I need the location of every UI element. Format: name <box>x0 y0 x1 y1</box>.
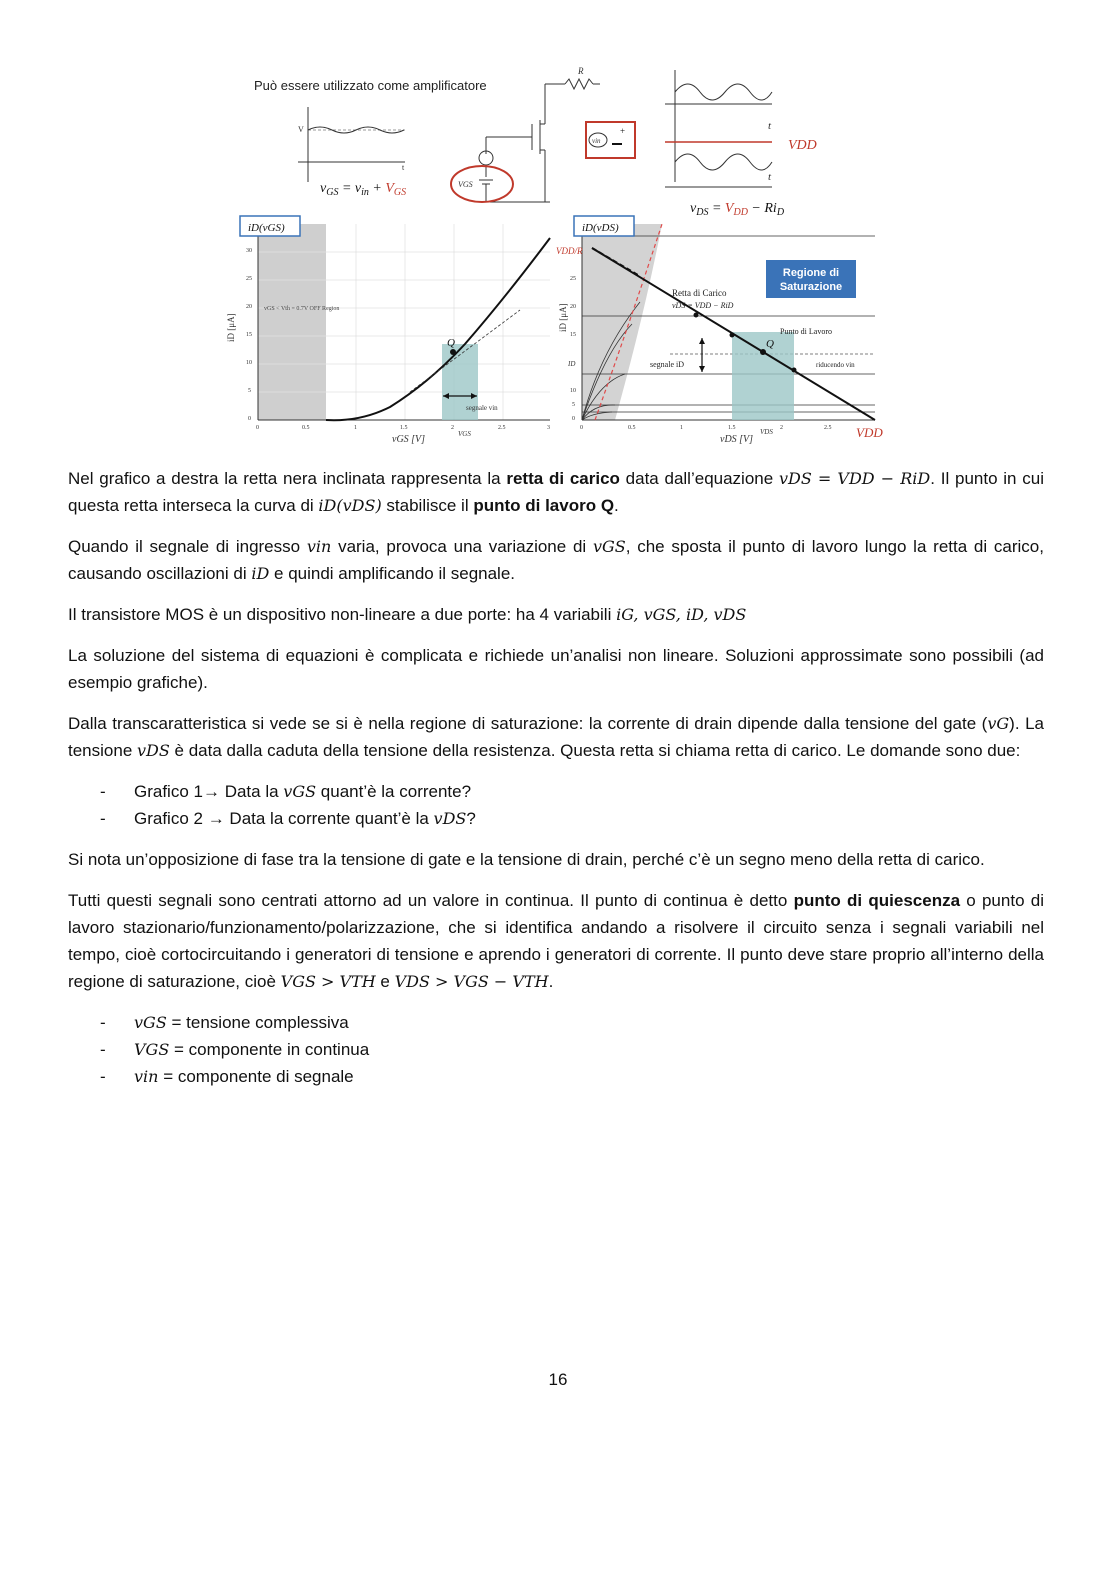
g1-ytick-15: 15 <box>246 332 252 338</box>
input-wave-plot <box>298 107 405 182</box>
graph2-load-line-eq: vDS = VDD − RiD <box>672 301 734 310</box>
mosfet-amplifier-figure <box>220 62 890 452</box>
g1-xtick-3: 3 <box>547 425 550 431</box>
paragraph-load-line: Nel grafico a destra la retta nera inclinata rappresenta la retta di carico data dall’equazione vDS = VDD − RiD. Il punto in cui questa retta interseca la curva di iD(vDS) stabilisce il punto di lavoro Q. <box>68 469 1044 515</box>
list-item: - VGS = componente in continua <box>100 1040 370 1059</box>
graph2-title: iD(vDS) <box>582 222 619 234</box>
eq-load-line: vDS = VDD − RiD <box>778 469 931 488</box>
paragraph-solution: La soluzione del sistema di equazioni è complicata e richiede un’analisi non lineare. Soluzioni approssimate sono possibili (ad esempio grafiche). <box>68 646 1044 692</box>
graph1-title: iD(vGS) <box>248 222 285 234</box>
paragraph-transfer-char: Dalla transcaratteristica si vede se si è nella regione di saturazione: la corrente di drain dipende dalla tensione del gate (vG). La tensione vDS è data dalla caduta della tensione della resistenza. Questa retta si chiama retta di carico. Le domande sono due: <box>68 714 1044 760</box>
output-wave-plot <box>665 70 772 187</box>
eq-vds: $v_{DS} = V_{DD} - Ri_D$ <box>690 201 785 218</box>
svg-text:V: V <box>298 125 304 134</box>
paragraph-phase: Si nota un’opposizione di fase tra la tensione di gate e la tensione di drain, perché c’è un segno meno della retta di carico. <box>68 850 985 869</box>
list-item: - Grafico 2 → Data la corrente quant’è la vDS? <box>100 809 476 828</box>
definitions-list <box>68 1009 1044 1090</box>
graph1-signal: segnale vin <box>466 404 498 412</box>
graph-id-vgs <box>226 216 550 445</box>
graph-id-vds <box>556 216 883 445</box>
r-label: R <box>578 66 584 76</box>
g1-xtick-25: 2.5 <box>498 425 506 431</box>
g1-ytick-0: 0 <box>248 416 251 422</box>
g2-xtick-2: 2 <box>780 425 783 431</box>
list-item: - vin = componente di segnale <box>100 1067 354 1086</box>
graph1-ylabel: iD [μA] <box>226 313 236 342</box>
g2-ytick-5: 5 <box>572 402 575 408</box>
graph2-reduced: riducendo vin <box>816 361 855 369</box>
g1-ytick-5: 5 <box>248 388 251 394</box>
mosfet-circuit <box>479 79 600 202</box>
graph1-off-region: vGS < Vth = 0.7V OFF Region <box>264 306 340 312</box>
graph2-signal: segnale iD <box>650 360 684 369</box>
list-item: - Grafico 1→ Data la vGS quant’è la corrente? <box>100 782 472 801</box>
graph1-q: Q <box>447 337 455 349</box>
graph2-vdd-label: VDD <box>856 425 883 440</box>
paragraph-mos-variables: Il transistore MOS è un dispositivo non-lineare a due porte: ha 4 variabili iG, vGS, iD, vDS <box>68 605 747 624</box>
paragraph-quiescent: Tutti questi segnali sono centrati attorno ad un valore in continua. Il punto di continua è detto punto di quiescenza o punto di lavoro stazionario/funzionamento/polarizzazione, che si identifica andando a risolvere il circuito senza i segnali variabili nel tempo, cioè cortocircuitando i generatori di tensione e aprendo i generatori di corrente. Il punto deve stare proprio all’interno della regione di saturazione, cioè VGS > VTH e VDS > VGS − VTH. <box>68 891 1045 991</box>
graph1-xlabel: vGS [V] <box>392 434 426 445</box>
svg-text:+: + <box>620 126 626 136</box>
signal-band-2 <box>732 332 794 420</box>
g2-xtick-1: 1 <box>680 425 683 431</box>
saturation-badge-text: Regione di Saturazione <box>779 267 843 293</box>
g1-xtick-15: 1.5 <box>400 425 408 431</box>
eq-vgs: $v_{GS} = v_{in} + V_{GS}$ <box>320 181 407 198</box>
g2-ytick-15: 15 <box>570 332 576 338</box>
graph2-ylabel: iD [μA] <box>558 303 568 332</box>
vgs-source-label: VGS <box>458 180 473 189</box>
g1-xtick-05: 0.5 <box>302 425 310 431</box>
graph2-vdd-over-r: VDD/R <box>556 246 583 256</box>
questions-list <box>68 778 1044 832</box>
graph2-load-line-label: Retta di Carico <box>672 288 727 298</box>
g2-xtick-05: 0.5 <box>628 425 636 431</box>
g2-ytick-0: 0 <box>572 416 575 422</box>
g1-xtick-2: 2 <box>451 425 454 431</box>
eq-id-vds: iD(vDS) <box>318 496 382 515</box>
g2-ytick-25: 25 <box>570 276 576 282</box>
svg-text:t: t <box>402 163 405 172</box>
amplifier-caption: Può essere utilizzato come amplificatore <box>254 78 487 93</box>
list-item: - vGS = tensione complessiva <box>100 1013 349 1032</box>
g1-xtick-0: 0 <box>256 425 259 431</box>
vin-source-label: vin <box>592 137 601 145</box>
page-number: 16 <box>548 1370 568 1389</box>
graph2-q: Q <box>766 338 774 350</box>
paragraph-input-signal: Quando il segnale di ingresso vin varia, provoca una variazione di vGS, che sposta il punto di lavoro lungo la retta di carico, causando oscillazioni di iD e quindi amplificando il segnale. <box>68 537 1044 583</box>
svg-text:t: t <box>768 120 772 132</box>
off-region <box>258 224 326 420</box>
graph2-id-tick: ID <box>568 360 576 368</box>
svg-text:t: t <box>768 171 772 183</box>
g2-xtick-25: 2.5 <box>824 425 832 431</box>
g1-ytick-10: 10 <box>246 360 252 366</box>
graph2-xlabel: vDS [V] <box>720 434 754 445</box>
g1-ytick-30: 30 <box>246 248 252 254</box>
graph2-vds-tick: VDS <box>760 428 773 436</box>
graph2-work-point: Punto di Lavoro <box>780 327 832 336</box>
body-text <box>68 465 1044 1104</box>
g2-ytick-10: 10 <box>570 388 576 394</box>
graph1-vgs-tick: VGS <box>458 430 471 438</box>
g1-ytick-20: 20 <box>246 304 252 310</box>
vdd-wave-label: VDD <box>788 138 817 153</box>
g2-xtick-15: 1.5 <box>728 425 736 431</box>
g2-ytick-20: 20 <box>570 304 576 310</box>
g1-xtick-1: 1 <box>354 425 357 431</box>
g2-xtick-0: 0 <box>580 425 583 431</box>
g1-ytick-25: 25 <box>246 276 252 282</box>
